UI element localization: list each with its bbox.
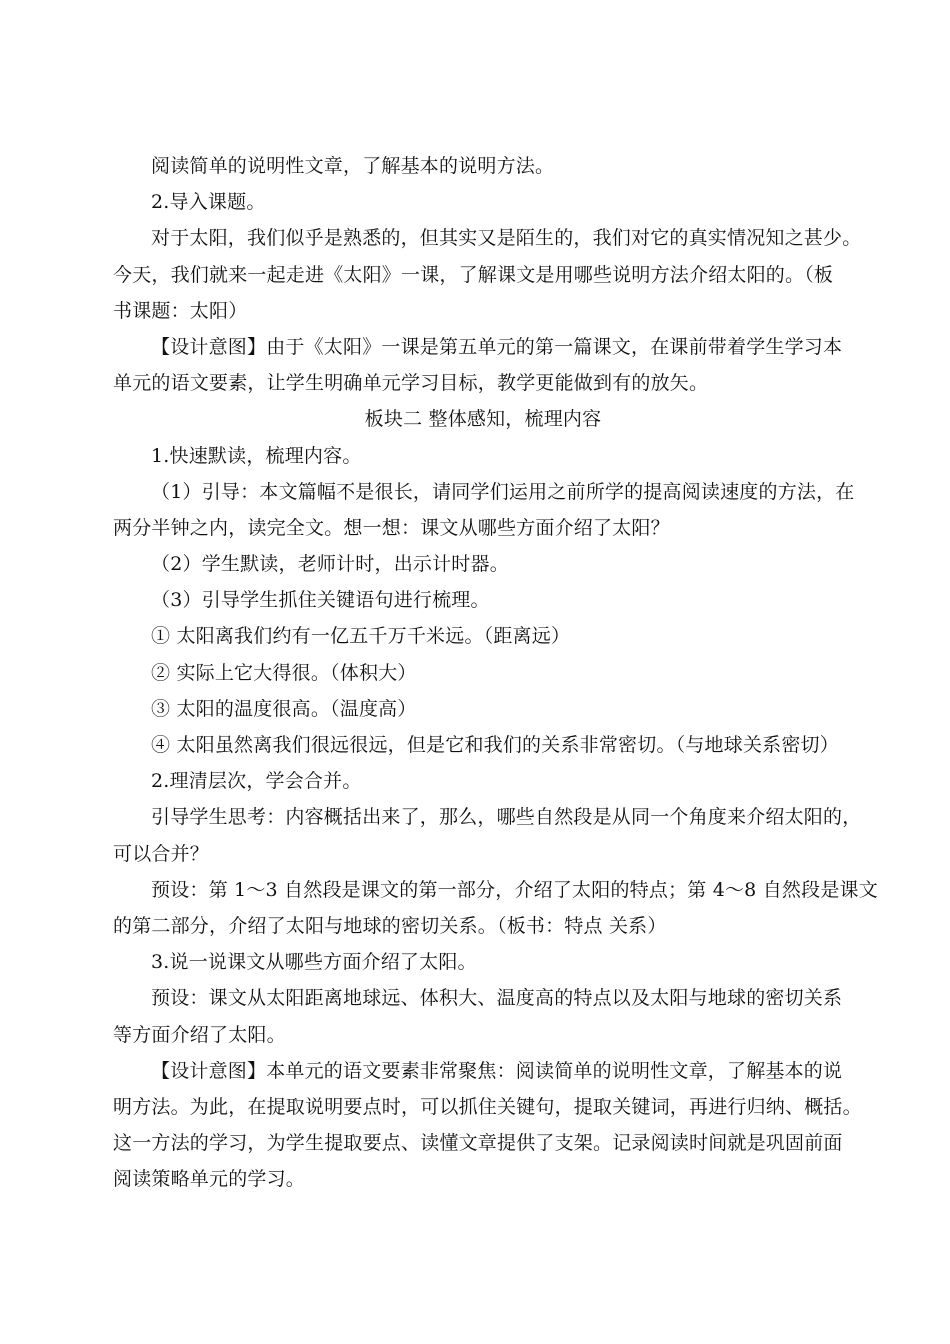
text-line: 预设：第 1～3 自然段是课文的第一部分，介绍了太阳的特点；第 4～8 自然段是课文 — [151, 878, 878, 901]
section-heading: 板块二 整体感知，梳理内容 — [364, 408, 602, 431]
text-line: 阅读策略单元的学习。 — [113, 1168, 306, 1191]
text-line: ① 太阳离我们约有一亿五千万千米远。（距离远） — [151, 625, 571, 648]
text-line: 3.说一说课文从哪些方面介绍了太阳。 — [151, 951, 477, 974]
text-line: 的第二部分，介绍了太阳与地球的密切关系。（板书：特点 关系） — [113, 914, 667, 937]
text-line: ④ 太阳虽然离我们很远很远，但是它和我们的关系非常密切。（与地球关系密切） — [151, 734, 839, 756]
text-line: 等方面介绍了太阳。 — [113, 1023, 286, 1046]
text-line: 单元的语文要素，让学生明确单元学习目标，教学更能做到有的放矢。 — [113, 372, 709, 395]
text-line: 【设计意图】本单元的语文要素非常聚焦：阅读简单的说明性文章，了解基本的说 — [151, 1059, 843, 1082]
text-line: 阅读简单的说明性文章，了解基本的说明方法。 — [151, 155, 555, 177]
text-line: 引导学生思考：内容概括出来了，那么，哪些自然段是从同一个角度来介绍太阳的， — [151, 806, 862, 829]
text-line: 可以合并？ — [113, 842, 210, 865]
document-body — [113, 148, 878, 1197]
text-line: 书课题：太阳） — [113, 299, 248, 322]
text-line: 2.导入课题。 — [151, 191, 266, 214]
text-line: （2）学生默读，老师计时，出示计时器。 — [151, 553, 509, 576]
text-line: ③ 太阳的温度很高。（温度高） — [151, 697, 417, 720]
text-line: 【设计意图】由于《太阳》一课是第五单元的第一篇课文，在课前带着学生学习本 — [151, 335, 843, 358]
text-line: 对于太阳，我们似乎是熟悉的，但其实又是陌生的，我们对它的真实情况知之甚少。 — [151, 227, 862, 250]
text-line: 今天，我们就来一起走进《太阳》一课，了解课文是用哪些说明方法介绍太阳的。（板 — [113, 263, 834, 286]
text-line: 两分半钟之内，读完全文。想一想：课文从哪些方面介绍了太阳？ — [113, 516, 670, 539]
text-line: ② 实际上它大得很。（体积大） — [151, 661, 417, 684]
text-line: （1）引导：本文篇幅不是很长，请同学们运用之前所学的提高阅读速度的方法，在 — [151, 480, 855, 503]
text-line: 明方法。为此，在提取说明要点时，可以抓住关键句，提取关键词，再进行归纳、概括。 — [113, 1095, 862, 1118]
text-line: 1.快速默读，梳理内容。 — [151, 444, 362, 467]
text-line: （3）引导学生抓住关键语句进行梳理。 — [151, 589, 490, 612]
text-line: 2.理清层次，学会合并。 — [151, 770, 362, 793]
text-line: 这一方法的学习，为学生提取要点、读懂文章提供了支架。记录阅读时间就是巩固前面 — [113, 1132, 843, 1155]
text-line: 预设：课文从太阳距离地球远、体积大、温度高的特点以及太阳与地球的密切关系 — [151, 987, 843, 1010]
